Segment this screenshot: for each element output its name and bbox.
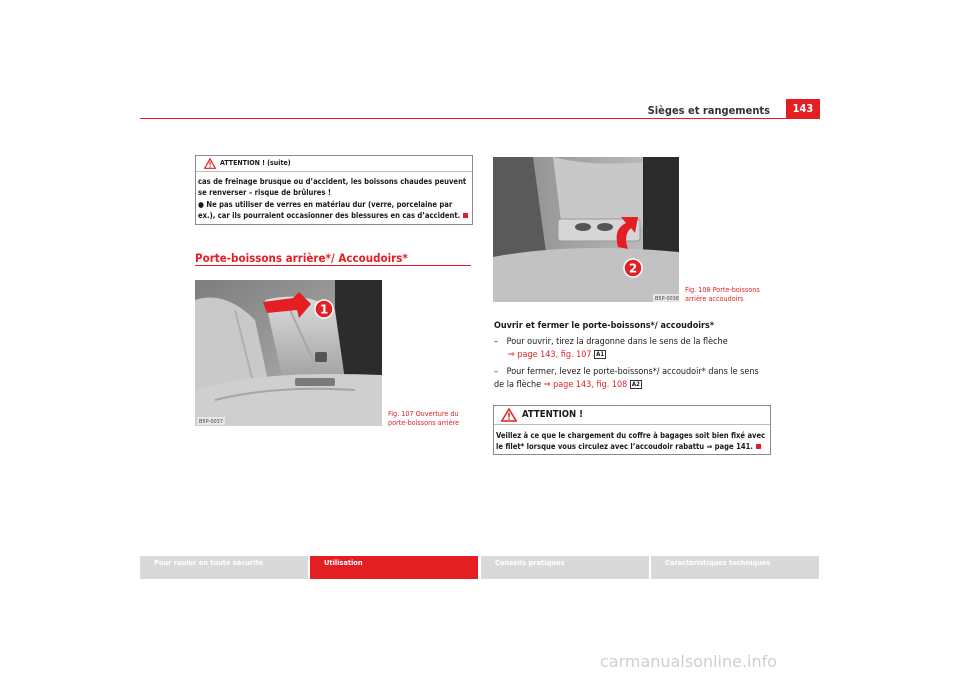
step2-marker-badge: A2 — [631, 381, 640, 388]
step1-page-link[interactable]: ⇒ page 143, fig. 107 — [508, 350, 592, 360]
end-marker-icon — [756, 444, 761, 449]
step2-page-link[interactable]: ⇒ page 143, fig. 108 — [543, 380, 628, 390]
instruction-step-1: – Pour ouvrir, tirez la dragonne dans le sens de la flèche ⇒ page 143, fig. 107 A1 — [494, 337, 728, 360]
section-title: Porte-boissons arrière*/ Accoudoirs* — [195, 251, 408, 265]
step1-marker-badge: A1 — [596, 351, 605, 358]
figure-108-image — [493, 157, 679, 302]
footer-tab-safety[interactable]: Pour rouler en toute sécurité — [140, 556, 308, 579]
instruction-step-2: – Pour fermer, levez le porte-boissons*/ accoudoir* dans le sens de la flèche ⇒ page 143, fig. 108 A2 — [494, 367, 759, 390]
figure-108-caption: Fig. 108 Porte-boissons arrière accoudoirs — [685, 285, 760, 303]
warning-text: Veillez à ce que le chargement du coffre à bagages soit bien fixé avec le filet* lorsque vous circulez avec l’accoudoir rabattu ⇒ page 141. — [496, 431, 766, 451]
figure-107-marker: 1 — [319, 302, 329, 317]
rear-seat-illustration — [195, 280, 382, 426]
figure-107-id: B5P-0037 — [199, 419, 224, 425]
warning-continued-line: cas de freinage brusque ou d’accident, les boissons chaudes peuvent se renverser – risque de brûlures ! — [198, 177, 467, 197]
warning-box — [493, 405, 771, 455]
armrest-illustration — [493, 157, 679, 302]
instructions-heading: Ouvrir et fermer le porte-boissons*/ accoudoirs* — [494, 321, 715, 331]
section-rule — [195, 265, 471, 266]
watermark: carmanualsonline.info — [600, 652, 778, 671]
warning-continued-text — [198, 176, 470, 221]
warning-bullet-item: ● Ne pas utiliser de verres en matériau dur (verre, porcelaine par ex.), car ils pourraient occasionner des blessures en cas d’accident. — [198, 199, 470, 221]
footer-tab-usage[interactable]: Utilisation — [310, 556, 478, 579]
warning-continued-heading: ATTENTION ! (suite) — [196, 156, 472, 172]
warning-heading: ATTENTION ! — [494, 406, 770, 425]
bullet-icon: ● — [198, 200, 204, 209]
warning-page-link[interactable]: ⇒ page 141. — [706, 442, 753, 451]
header-rule — [140, 118, 820, 119]
warning-triangle-icon — [204, 158, 216, 169]
figure-108-id: B5P-0038 — [655, 296, 679, 302]
warning-triangle-icon — [501, 408, 517, 422]
running-header-title: Sièges et rangements — [647, 104, 770, 117]
page-number: 143 — [786, 99, 820, 118]
footer-tab-tips[interactable]: Conseils pratiques — [481, 556, 649, 579]
dash-icon: – — [494, 337, 499, 347]
footer-tab-specs[interactable]: Caractéristiques techniques — [651, 556, 819, 579]
end-marker-icon — [463, 213, 468, 218]
warning-continued-box — [195, 155, 473, 225]
dash-icon: – — [494, 367, 499, 377]
figure-107-caption: Fig. 107 Ouverture du porte-boissons arrière — [388, 409, 460, 427]
figure-107-image — [195, 280, 382, 426]
figure-108-marker: 2 — [628, 261, 638, 276]
